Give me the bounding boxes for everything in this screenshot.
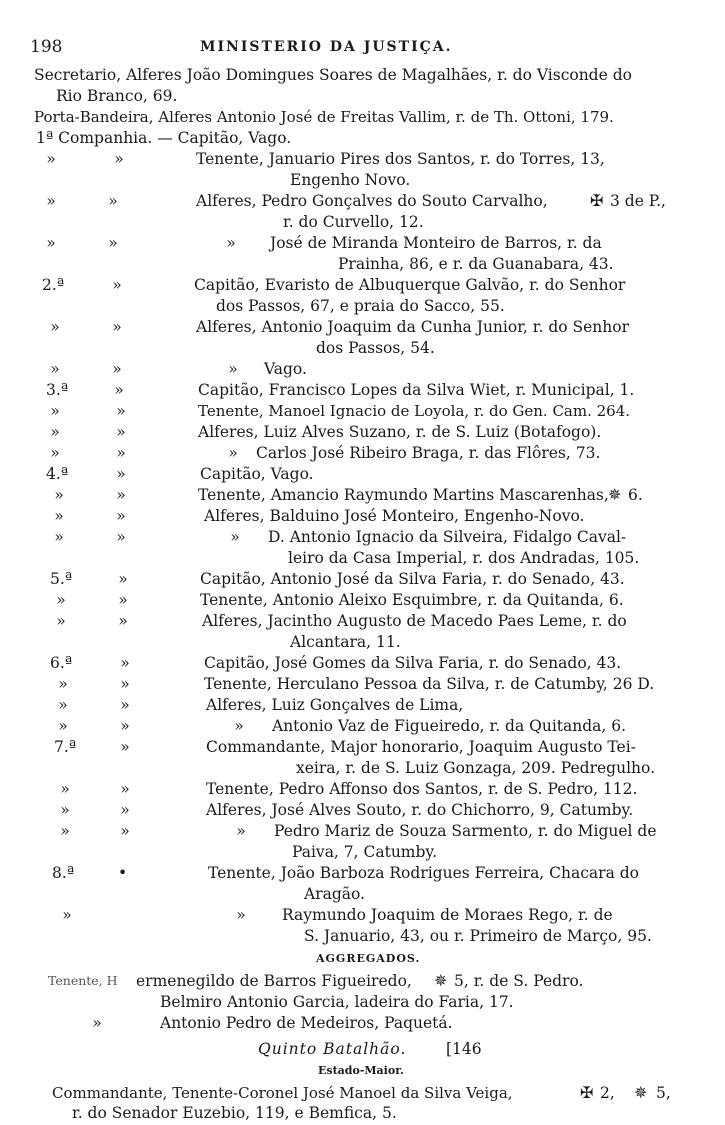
ditto-mark: » [116, 444, 126, 462]
ditto-mark: » [58, 675, 68, 693]
text-line: » » Tenente, Manoel Ignacio de Loyola, r. do Gen. Cam. 264. [0, 400, 725, 422]
ditto-mark: » [56, 612, 66, 630]
battalion-heading: Quinto Batalhão. [146 [258, 1040, 482, 1058]
text-line: » » Tenente, Amancio Raymundo Martins Mascarenhas, ✵ 6. [0, 484, 725, 506]
text-line: 1ª Companhia. — Capitão, Vago. [36, 129, 292, 147]
section-heading: AGGREGADOS. [316, 952, 421, 965]
text-line: Belmiro Antonio Garcia, ladeira do Faria, 17. [160, 993, 514, 1011]
text-line: » Antonio Pedro de Medeiros, Paquetá. [0, 1012, 725, 1034]
text-line: 5.ª » Capitão, Antonio José da Silva Faria, r. do Senado, 43. [50, 570, 625, 588]
ditto-mark: » [50, 360, 60, 378]
page-header [0, 36, 725, 58]
ditto-mark: » [236, 906, 246, 924]
text-line: Porta-Bandeira, Alferes Antonio José de Freitas Vallim, r. de Th. Ottoni, 179. [34, 108, 614, 126]
ditto-mark: » [116, 528, 126, 546]
company-number: 7.ª [54, 738, 77, 756]
ditto-mark: » [114, 381, 124, 399]
ditto-mark: » [234, 717, 244, 735]
text-line: r. do Senador Euzebio, 119, e Bemfica, 5. [72, 1104, 397, 1122]
text-line: » » Tenente, Herculano Pessoa da Silva, r. de Catumby, 26 D. [0, 673, 725, 695]
text-line: Tenente, H ermenegildo de Barros Figueiredo, ✵ 5, r. de S. Pedro. [48, 971, 584, 990]
ditto-mark: » [46, 150, 56, 168]
ditto-mark: » [50, 402, 60, 420]
ditto-mark: » [120, 654, 130, 672]
ditto-mark: » [118, 591, 128, 609]
ditto-mark: » [120, 801, 130, 819]
cross-icon: ✠ [590, 191, 604, 210]
ditto-mark: » [108, 234, 118, 252]
company-number: 3.ª [46, 381, 69, 399]
text-line: » » Tenente, Pedro Affonso dos Santos, r. de S. Pedro, 112. [0, 778, 725, 800]
ditto-mark: » [112, 318, 122, 336]
text-line: » » Alferes, Luiz Gonçalves de Lima, [0, 694, 725, 716]
text-line: r. do Curvello, 12. [283, 213, 424, 231]
ditto-mark: » [54, 507, 64, 525]
ditto-mark: » [50, 444, 60, 462]
text-line: Aragão. [304, 885, 365, 903]
text-line: Prainha, 86, e r. da Guanabara, 43. [338, 255, 614, 273]
ditto-mark: » [116, 507, 126, 525]
ditto-mark: » [120, 738, 130, 756]
ditto-mark: » [120, 822, 130, 840]
ditto-mark: » [120, 717, 130, 735]
page-number: 198 [30, 37, 63, 57]
company-number: 6.ª [50, 654, 73, 672]
ditto-mark: » [118, 612, 128, 630]
text-line: leiro da Casa Imperial, r. dos Andradas, 105. [288, 549, 640, 567]
ditto-mark: » [116, 465, 126, 483]
text-line: 6.ª » Capitão, José Gomes da Silva Faria, r. do Senado, 43. [50, 654, 622, 672]
text-line: dos Passos, 54. [316, 339, 435, 357]
text-line: » » Tenente, Antonio Aleixo Esquimbre, r. da Quitanda, 6. [0, 589, 725, 611]
star-icon: ✵ [608, 485, 622, 504]
text-line: » » Alferes, Antonio Joaquim da Cunha Junior, r. do Senhor [0, 316, 725, 338]
text-line: » » » Antonio Vaz de Figueiredo, r. da Quitanda, 6. [0, 715, 725, 737]
ditto-mark: » [112, 276, 122, 294]
text-line: 2.ª » Capitão, Evaristo de Albuquerque Galvão, r. do Senhor [42, 276, 626, 294]
company-number: 5.ª [50, 570, 73, 588]
text-line: » » Alferes, Jacintho Augusto de Macedo Paes Leme, r. do [0, 610, 725, 632]
star-icon: ✵ [434, 971, 448, 990]
ditto-mark: » [236, 822, 246, 840]
ditto-mark: » [56, 591, 66, 609]
ditto-mark: » [116, 486, 126, 504]
text-line: Paiva, 7, Catumby. [292, 843, 438, 861]
ditto-mark: » [62, 906, 72, 924]
text-line: S. Januario, 43, ou r. Primeiro de Março, 95. [304, 927, 652, 945]
ditto-mark: » [50, 318, 60, 336]
ditto-mark: » [118, 570, 128, 588]
ditto-mark: » [108, 192, 118, 210]
text-line: Rio Branco, 69. [56, 87, 178, 105]
text-line: » » Alferes, Balduino José Monteiro, Engenho-Novo. [0, 505, 725, 527]
section-heading: Estado-Maior. [318, 1064, 404, 1077]
ditto-mark: » [228, 444, 238, 462]
text-line: 8.ª • Tenente, João Barboza Rodrigues Ferreira, Chacara do [52, 864, 639, 882]
ditto-mark: » [114, 150, 124, 168]
ditto-mark: » [60, 822, 70, 840]
text-line: Engenho Novo. [290, 171, 411, 189]
ditto-mark: » [60, 780, 70, 798]
text-line: » » » Carlos José Ribeiro Braga, r. das Flôres, 73. [0, 442, 725, 464]
text-line: » » » Pedro Mariz de Souza Sarmento, r. do Miguel de [0, 820, 725, 842]
ditto-mark: » [226, 234, 236, 252]
ditto-mark: » [58, 717, 68, 735]
text-line: 7.ª » Commandante, Major honorario, Joaquim Augusto Tei- [54, 738, 636, 756]
ditto-mark: » [54, 528, 64, 546]
ditto-mark: » [58, 696, 68, 714]
text-line: » » » D. Antonio Ignacio da Silveira, Fidalgo Caval- [0, 526, 725, 548]
text-line: Secretario, Alferes João Domingues Soares de Magalhães, r. do Visconde do [34, 66, 632, 84]
ditto-mark: » [92, 1014, 102, 1032]
text-line: » » Alferes, José Alves Souto, r. do Chichorro, 9, Catumby. [0, 799, 725, 821]
ditto-mark: » [46, 192, 56, 210]
text-line: dos Passos, 67, e praia do Sacco, 55. [216, 297, 505, 315]
text-line: » » Alferes, Pedro Gonçalves do Souto Carvalho, ✠ 3 de P., [0, 190, 725, 212]
company-number: 2.ª [42, 276, 65, 294]
ditto-mark: » [60, 801, 70, 819]
company-number: 8.ª [52, 864, 75, 882]
ditto-mark: » [230, 528, 240, 546]
company-number: 4.ª [46, 465, 69, 483]
text-line: Commandante, Tenente-Coronel José Manoel da Silva Veiga, ✠ 2, ✵ 5, [52, 1083, 671, 1102]
text-line: 4.ª » Capitão, Vago. [46, 465, 314, 483]
star-icon: ✵ [634, 1083, 648, 1102]
text-line: » » » José de Miranda Monteiro de Barros, r. da [0, 232, 725, 254]
cross-icon: ✠ [580, 1083, 594, 1102]
text-line: xeira, r. de S. Luiz Gonzaga, 209. Pedregulho. [296, 759, 656, 777]
text-line: » » Raymundo Joaquim de Moraes Rego, r. de [0, 904, 725, 926]
text-line: » » » Vago. [0, 358, 725, 380]
page-title: MINISTERIO DA JUSTIÇA. [200, 39, 453, 55]
ditto-mark: » [120, 780, 130, 798]
ditto-mark: » [120, 675, 130, 693]
ditto-mark: » [54, 486, 64, 504]
ditto-mark: » [50, 423, 60, 441]
text-line: » » Alferes, Luiz Alves Suzano, r. de S. Luiz (Botafogo). [0, 421, 725, 443]
bullet-mark: • [118, 864, 128, 882]
ditto-mark: » [116, 402, 126, 420]
text-line: 3.ª » Capitão, Francisco Lopes da Silva Wiet, r. Municipal, 1. [46, 381, 635, 399]
text-line: » » Tenente, Januario Pires dos Santos, r. do Torres, 13, [0, 148, 725, 170]
ditto-mark: » [116, 423, 126, 441]
ditto-mark: » [120, 696, 130, 714]
text-line: Alcantara, 11. [290, 633, 401, 651]
ditto-mark: » [228, 360, 238, 378]
ditto-mark: » [46, 234, 56, 252]
ditto-mark: » [112, 360, 122, 378]
